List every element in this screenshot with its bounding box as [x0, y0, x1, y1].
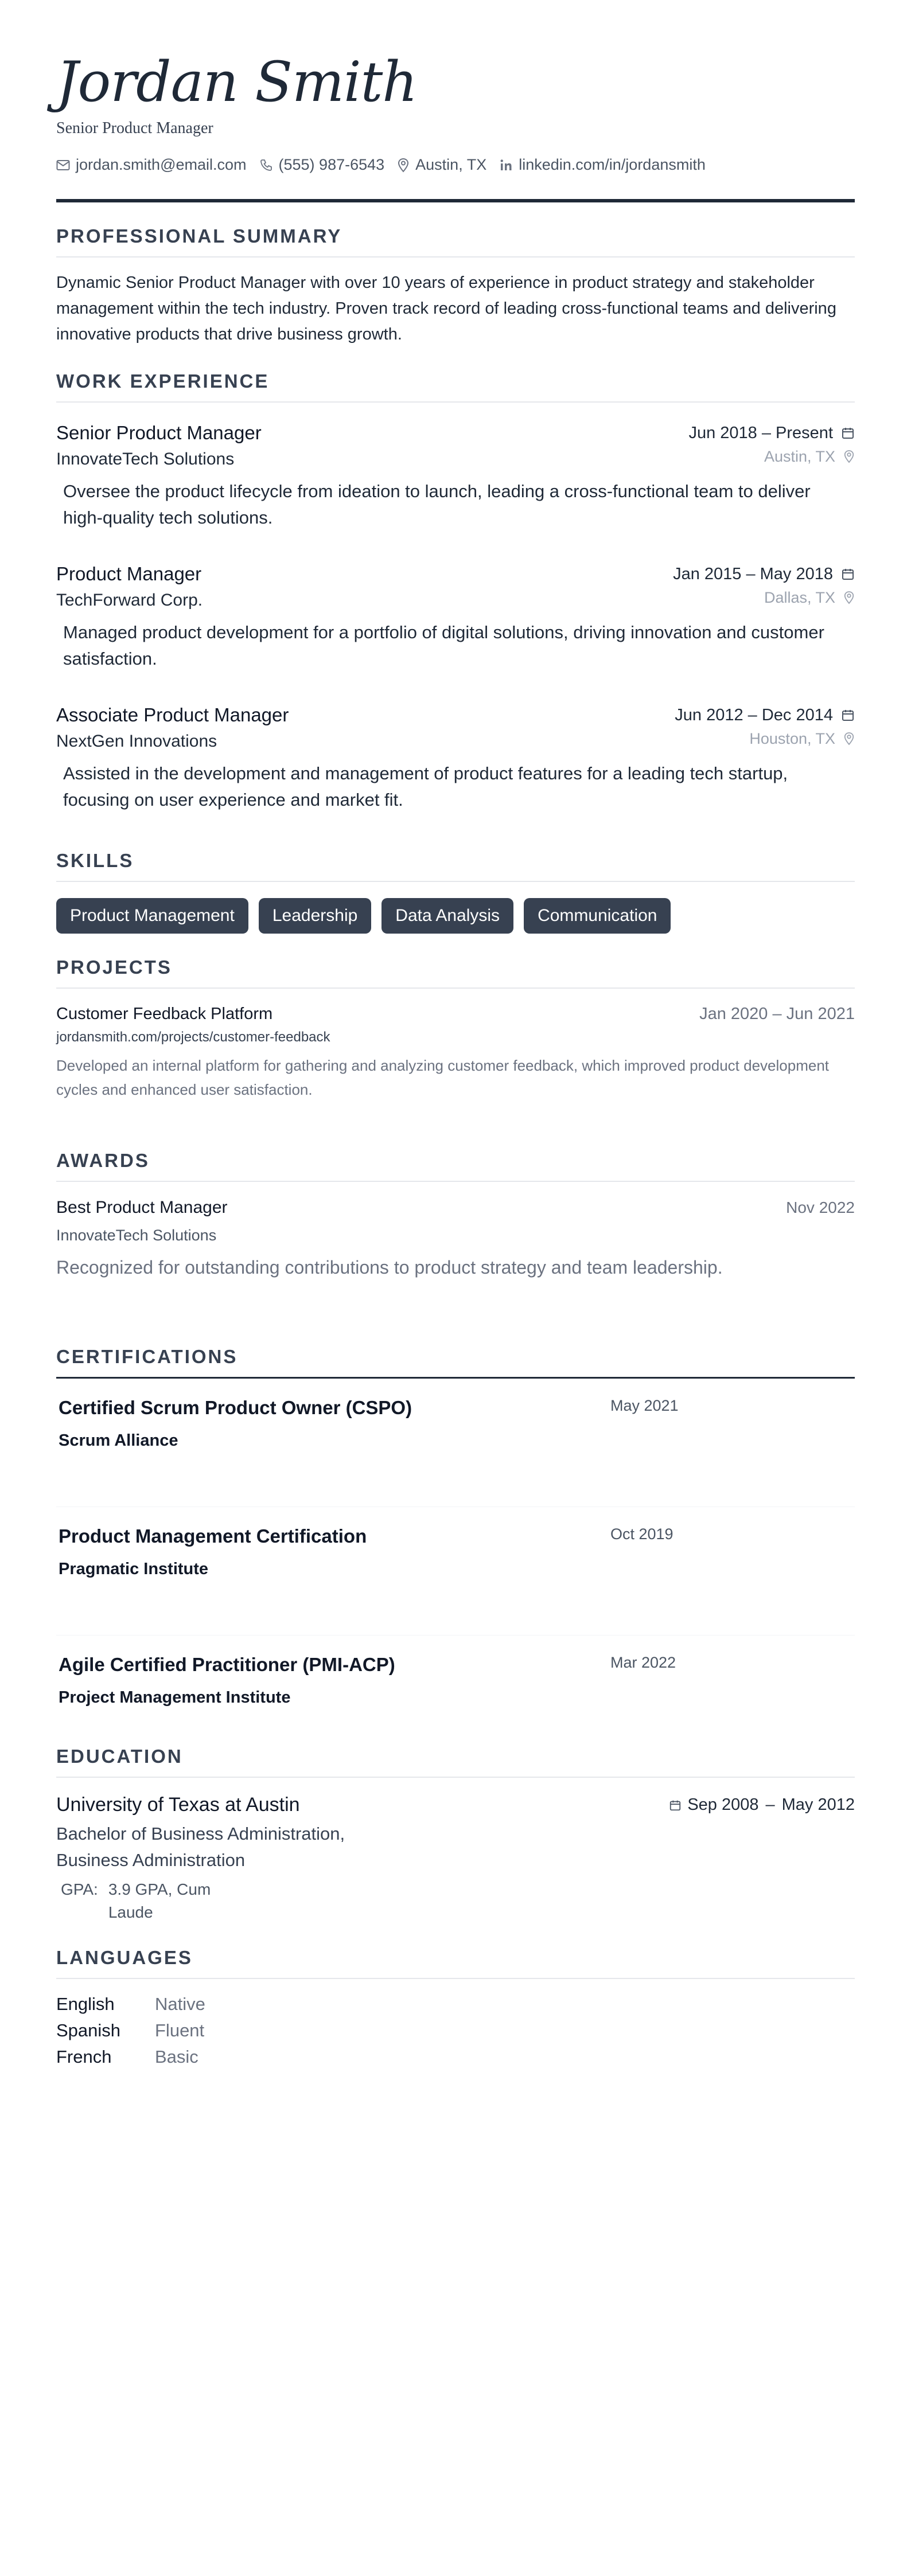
language-entry — [56, 1994, 855, 2015]
education-gpa — [56, 1878, 855, 1924]
language-name: French — [56, 2047, 112, 2067]
contact-email[interactable] — [56, 156, 247, 174]
education-section — [56, 1746, 855, 1924]
job-company: TechForward Corp. — [56, 591, 203, 610]
job-location — [749, 730, 855, 748]
job-entry — [56, 422, 855, 531]
certification-entry — [56, 1636, 855, 1739]
skill-tag: Data Analysis — [381, 898, 513, 934]
calendar-icon — [841, 708, 855, 722]
project-dates: Jan 2020 – Jun 2021 — [699, 1005, 855, 1023]
language-level: Basic — [155, 2047, 198, 2067]
map-pin-icon — [843, 732, 855, 746]
job-dates — [688, 424, 855, 443]
education-school: University of Texas at Austin — [56, 1794, 300, 1816]
project-entry — [56, 1005, 855, 1102]
phone-text: (555) 987-6543 — [278, 156, 385, 173]
job-location-text: Dallas, TX — [764, 588, 835, 606]
job-entry — [56, 704, 855, 813]
job-dates-text: Jun 2018 – Present — [688, 423, 833, 442]
languages-section — [56, 1947, 855, 2067]
job-description: Assisted in the development and management of product features for a leading tech startup, focusing on user experience and market fit. — [63, 763, 788, 810]
candidate-name: Jordan Smith — [56, 50, 418, 114]
job-title: Product Manager — [56, 563, 202, 584]
awards-heading: AWARDS — [56, 1150, 855, 1182]
job-dates-text: Jun 2012 – Dec 2014 — [675, 705, 833, 724]
gpa-label: GPA: — [61, 1880, 98, 1898]
certification-name: Product Management Certification — [59, 1525, 367, 1547]
job-title: Senior Product Manager — [56, 422, 262, 443]
certification-date: Oct 2019 — [610, 1525, 673, 1543]
languages-list — [56, 1994, 855, 2067]
candidate-title: Senior Product Manager — [56, 119, 213, 137]
project-title: Customer Feedback Platform — [56, 1005, 273, 1023]
resume-header — [56, 50, 855, 202]
header-divider — [56, 199, 855, 202]
job-company: NextGen Innovations — [56, 732, 217, 751]
education-end: May 2012 — [781, 1796, 855, 1814]
calendar-icon — [841, 426, 855, 440]
contact-bar — [56, 156, 855, 174]
certification-name: Certified Scrum Product Owner (CSPO) — [59, 1397, 412, 1418]
certification-name: Agile Certified Practitioner (PMI-ACP) — [59, 1654, 395, 1675]
phone-icon — [259, 158, 273, 172]
job-location-text: Houston, TX — [749, 729, 835, 747]
award-description: Recognized for outstanding contributions to product strategy and team leadership. — [56, 1257, 723, 1278]
projects-heading: PROJECTS — [56, 957, 855, 989]
project-link[interactable]: jordansmith.com/projects/customer-feedback — [56, 1029, 330, 1045]
job-title: Associate Product Manager — [56, 704, 289, 725]
map-pin-icon — [843, 591, 855, 604]
language-entry — [56, 2047, 855, 2067]
education-degree: Bachelor of Business Administration, Business Administration — [56, 1824, 345, 1870]
linkedin-text: linkedin.com/in/jordansmith — [519, 156, 706, 173]
location-text: Austin, TX — [415, 156, 487, 173]
language-level: Native — [155, 1994, 205, 2014]
map-pin-icon — [397, 158, 410, 173]
map-pin-icon — [843, 450, 855, 463]
certification-issuer: Scrum Alliance — [59, 1431, 178, 1450]
skill-tag: Product Management — [56, 898, 248, 934]
education-entry — [56, 1794, 855, 1924]
contact-phone[interactable] — [259, 156, 385, 174]
job-location — [764, 589, 855, 607]
job-company: InnovateTech Solutions — [56, 450, 235, 469]
certification-date: May 2021 — [610, 1397, 679, 1414]
summary-text: Dynamic Senior Product Manager with over 10 years of experience in product strategy and stakeholder management within the tech industry. Proven track record of leading cross-functional teams and delivering innovative products that drive business growth. — [56, 274, 836, 344]
awards-section — [56, 1150, 855, 1278]
certification-entry — [56, 1507, 855, 1636]
job-location — [764, 448, 855, 466]
job-location-text: Austin, TX — [764, 447, 835, 465]
certifications-section — [56, 1346, 855, 1739]
education-heading: EDUCATION — [56, 1746, 855, 1778]
summary-heading: PROFESSIONAL SUMMARY — [56, 225, 855, 257]
projects-section — [56, 957, 855, 1102]
certification-issuer: Pragmatic Institute — [59, 1560, 209, 1578]
project-description: Developed an internal platform for gathering and analyzing customer feedback, which improved product development cycles and enhanced user satisfaction. — [56, 1057, 829, 1098]
contact-location — [397, 156, 486, 174]
job-description: Oversee the product lifecycle from ideation to launch, leading a cross-functional team to deliver high-quality tech solutions. — [63, 481, 811, 528]
certifications-list — [56, 1379, 855, 1739]
language-entry — [56, 2020, 855, 2041]
job-dates — [675, 706, 855, 725]
language-name: English — [56, 1994, 115, 2014]
experience-heading: WORK EXPERIENCE — [56, 370, 855, 403]
date-separator: – — [765, 1796, 775, 1814]
job-dates — [673, 565, 855, 584]
language-name: Spanish — [56, 2020, 121, 2040]
contact-linkedin[interactable] — [499, 156, 706, 174]
skills-list — [56, 898, 855, 934]
skills-heading: SKILLS — [56, 850, 855, 882]
certification-date: Mar 2022 — [610, 1654, 676, 1671]
award-issuer: InnovateTech Solutions — [56, 1227, 217, 1244]
certification-entry — [56, 1379, 855, 1507]
skill-tag: Communication — [524, 898, 671, 934]
summary-section — [56, 225, 855, 348]
award-entry — [56, 1198, 855, 1278]
job-entry — [56, 563, 855, 672]
award-date: Nov 2022 — [786, 1199, 855, 1216]
mail-icon — [56, 159, 70, 171]
gpa-value: 3.9 GPA, Cum Laude — [108, 1880, 211, 1921]
language-level: Fluent — [155, 2020, 205, 2040]
languages-heading: LANGUAGES — [56, 1947, 855, 1979]
experience-section — [56, 370, 855, 813]
certifications-heading: CERTIFICATIONS — [56, 1346, 855, 1379]
linkedin-icon — [499, 158, 513, 172]
education-dates — [669, 1796, 855, 1814]
skills-section — [56, 850, 855, 934]
education-start: Sep 2008 — [687, 1796, 759, 1814]
calendar-icon — [669, 1799, 682, 1812]
job-description: Managed product development for a portfolio of digital solutions, driving innovation and customer satisfaction. — [63, 622, 824, 669]
calendar-icon — [841, 567, 855, 581]
email-text: jordan.smith@email.com — [76, 156, 247, 173]
skill-tag: Leadership — [259, 898, 371, 934]
certification-issuer: Project Management Institute — [59, 1688, 291, 1707]
award-title: Best Product Manager — [56, 1198, 228, 1217]
job-dates-text: Jan 2015 – May 2018 — [673, 564, 833, 583]
